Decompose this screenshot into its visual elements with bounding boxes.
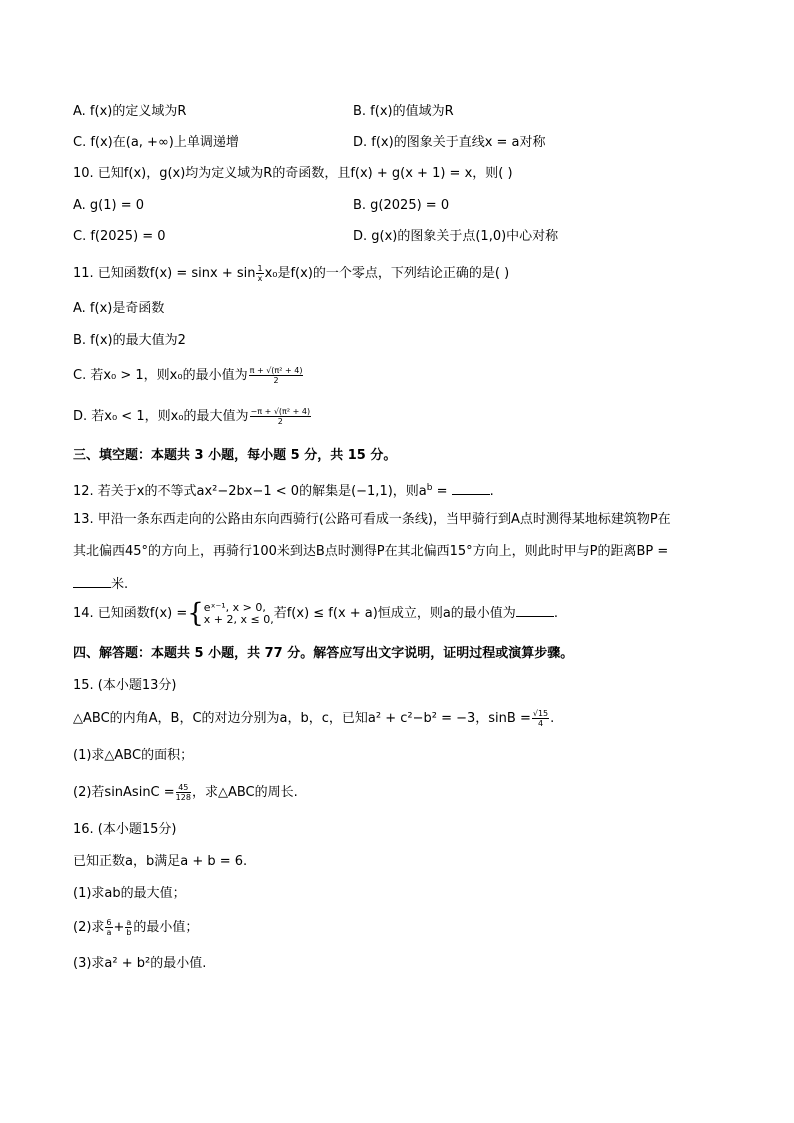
q16-part-2 bbox=[73, 918, 198, 937]
q14-answer-blank[interactable] bbox=[516, 604, 554, 617]
fraction-denominator: 4 bbox=[537, 719, 544, 728]
q14-piecewise bbox=[204, 602, 274, 626]
q14-stem bbox=[73, 600, 558, 628]
q13-line-2: 其北偏西45°的方向上，再骑行100米到达B点时测得P在其北偏西15°方向上，则此时甲与P的距离BP = bbox=[73, 544, 669, 559]
q15-title: 15. (本小题13分) bbox=[73, 678, 177, 693]
fraction-numerator: 1 bbox=[257, 264, 263, 273]
q16-part-2-text: (2)求 bbox=[73, 920, 105, 935]
q15-part-2-fraction bbox=[176, 783, 191, 802]
q12-text: 12. 若关于x的不等式ax²−2bx−1 < 0的解集是(−1,1)，则a bbox=[73, 484, 427, 499]
section-4-heading: 四、解答题：本题共 5 小题，共 77 分。解答应写出文字说明，证明过程或演算步骤。 bbox=[73, 646, 574, 661]
q13-line-1: 13. 甲沿一条东西走向的公路由东向西骑行(公路可看成一条线)，当甲骑行到A点时测得某地标建筑物P在 bbox=[73, 512, 671, 527]
q11-option-a: A. f(x)是奇函数 bbox=[73, 301, 165, 316]
q15-part-2 bbox=[73, 783, 298, 802]
q11-option-d bbox=[73, 407, 312, 426]
q12-stem bbox=[73, 479, 494, 501]
q15-part-2-text: (2)若sinAsinC = bbox=[73, 785, 175, 800]
q11-option-c-fraction bbox=[249, 366, 304, 385]
fraction-numerator: −π + √(π² + 4) bbox=[250, 407, 311, 416]
q11-option-d-text: D. 若x₀ < 1，则x₀的最大值为 bbox=[73, 409, 249, 424]
piecewise-case-1: eˣ⁻¹, x > 0, bbox=[203, 600, 266, 614]
q9-option-b: B. f(x)的值域为R bbox=[353, 104, 454, 119]
section-3-heading: 三、填空题：本题共 3 小题，每小题 5 分，共 15 分。 bbox=[73, 448, 397, 463]
q15-part-2-end: ，求△ABC的周长. bbox=[191, 785, 298, 800]
q16-part-3: (3)求a² + b²的最小值. bbox=[73, 956, 207, 971]
q11-stem-end: x₀是f(x)的一个零点，下列结论正确的是( ) bbox=[264, 266, 510, 281]
q10-option-a: A. g(1) = 0 bbox=[73, 198, 145, 213]
q9-option-a: A. f(x)的定义域为R bbox=[73, 104, 187, 119]
q12-equals: = bbox=[432, 484, 452, 499]
q12-exponent: b bbox=[426, 483, 433, 493]
piecewise-case-2: x + 2, x ≤ 0, bbox=[203, 612, 274, 626]
q13-line-3 bbox=[73, 575, 128, 594]
fraction-denominator: 128 bbox=[175, 793, 191, 802]
q11-stem-start: 11. 已知函数f(x) = sinx + sin bbox=[73, 266, 256, 281]
q16-fraction-2 bbox=[125, 918, 132, 937]
q12-period: . bbox=[489, 484, 494, 499]
fraction-denominator: x bbox=[257, 274, 263, 283]
q9-option-d: D. f(x)的图象关于直线x = a对称 bbox=[353, 135, 546, 150]
piecewise-brace: { bbox=[187, 598, 204, 629]
fraction-numerator: 45 bbox=[176, 783, 191, 793]
fraction-denominator: 2 bbox=[273, 376, 279, 385]
q11-option-c-text: C. 若x₀ > 1，则x₀的最小值为 bbox=[73, 368, 248, 383]
plus-sign: + bbox=[113, 920, 125, 935]
fraction-denominator: 2 bbox=[277, 417, 283, 426]
q10-stem: 10. 已知f(x)，g(x)均为定义域为R的奇函数，且f(x) + g(x + 1) = x，则( ) bbox=[73, 166, 513, 181]
q13-answer-blank[interactable] bbox=[73, 575, 111, 588]
q11-stem-fraction bbox=[256, 264, 263, 283]
fraction-numerator: π + √(π² + 4) bbox=[249, 366, 303, 375]
q11-option-d-fraction bbox=[250, 407, 312, 426]
q16-stem: 已知正数a，b满足a + b = 6. bbox=[73, 854, 248, 869]
q14-text-middle: 若f(x) ≤ f(x + a)恒成立，则a的最小值为 bbox=[273, 606, 516, 621]
fraction-denominator: b bbox=[126, 928, 132, 937]
q12-answer-blank[interactable] bbox=[452, 482, 490, 495]
q15-stem-period: . bbox=[550, 711, 555, 726]
q16-part-1: (1)求ab的最大值； bbox=[73, 886, 186, 901]
q15-stem bbox=[73, 709, 554, 728]
q10-option-c: C. f(2025) = 0 bbox=[73, 229, 166, 244]
q14-text-start: 14. 已知函数f(x) = bbox=[73, 606, 188, 621]
q16-title: 16. (本小题15分) bbox=[73, 822, 177, 837]
q14-period: . bbox=[553, 606, 558, 621]
fraction-denominator: a bbox=[106, 928, 112, 937]
q9-option-c: C. f(x)在(a, +∞)上单调递增 bbox=[73, 135, 239, 150]
q11-option-b: B. f(x)的最大值为2 bbox=[73, 333, 186, 348]
q15-stem-text: △ABC的内角A，B，C的对边分别为a，b，c，已知a² + c²−b² = −3，sinB = bbox=[73, 711, 531, 726]
q16-fraction-1 bbox=[105, 918, 112, 937]
q10-option-d: D. g(x)的图象关于点(1,0)中心对称 bbox=[353, 229, 559, 244]
q11-stem bbox=[73, 264, 509, 283]
q13-unit: 米. bbox=[111, 577, 129, 592]
fraction-numerator: 6 bbox=[106, 918, 112, 927]
fraction-numerator: a bbox=[126, 918, 132, 927]
q16-part-2-end: 的最小值； bbox=[133, 920, 199, 935]
fraction-numerator: √15 bbox=[532, 709, 549, 718]
q10-option-b: B. g(2025) = 0 bbox=[353, 198, 450, 213]
q11-option-c bbox=[73, 366, 304, 385]
q15-sinb-fraction bbox=[532, 709, 549, 728]
q15-part-1: (1)求△ABC的面积； bbox=[73, 748, 194, 763]
